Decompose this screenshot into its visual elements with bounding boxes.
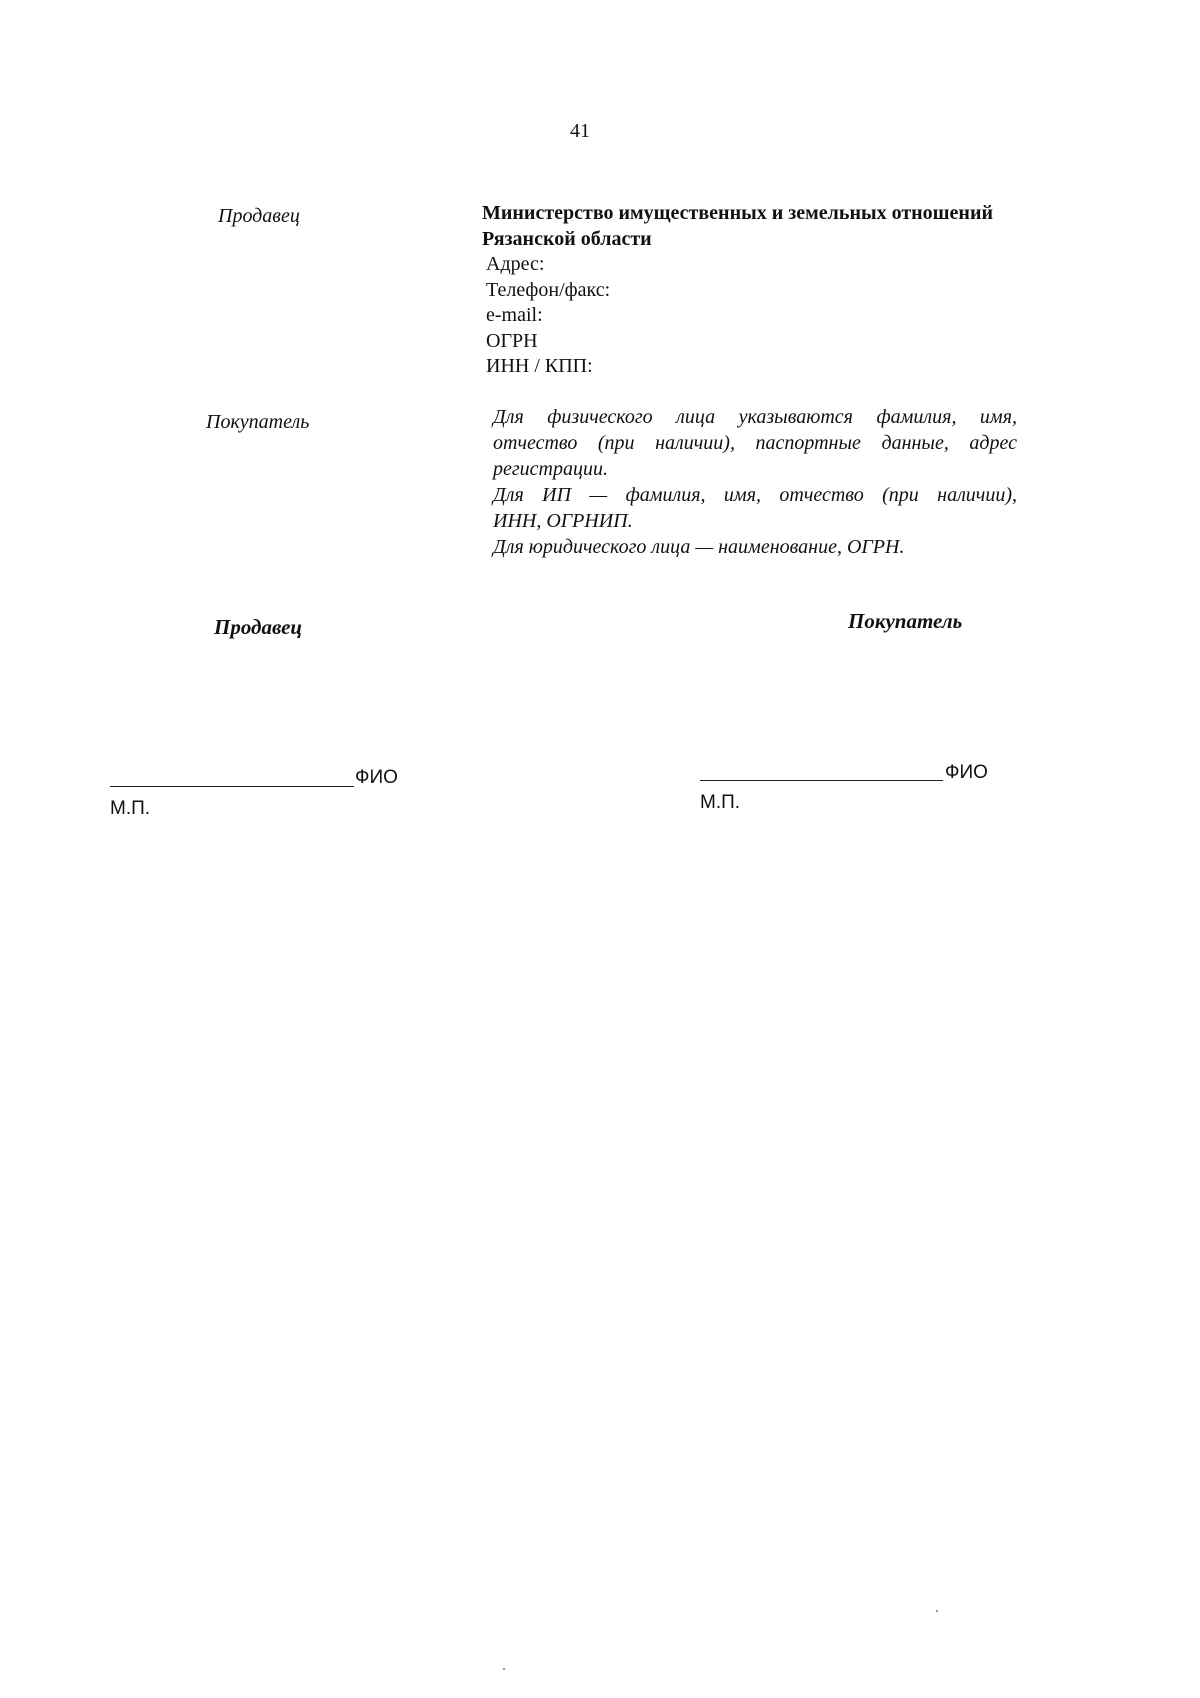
buyer-signature-heading: Покупатель bbox=[848, 609, 963, 633]
buyer-line: ИНН, ОГРНИП. bbox=[493, 510, 633, 532]
buyer-line: регистрации. bbox=[493, 458, 608, 480]
buyer-line: отчество (при наличии), паспортные данные, адрес bbox=[493, 432, 1017, 454]
seller-name-line-1: Министерство имущественных и земельных отношений bbox=[482, 202, 993, 224]
buyer-signature-line bbox=[700, 780, 943, 781]
seller-address-field: Адрес: bbox=[486, 253, 545, 275]
seller-inn-kpp-field: ИНН / КПП: bbox=[486, 355, 593, 377]
seller-phone-fax-field: Телефон/факс: bbox=[486, 278, 611, 301]
buyer-stamp-place: М.П. bbox=[700, 792, 741, 813]
buyer-fio: ФИО bbox=[945, 762, 988, 783]
seller-ogrn-field: ОГРН bbox=[486, 329, 538, 352]
scan-speck bbox=[503, 1668, 505, 1670]
buyer-line: Для юридического лица — наименование, ОГРН. bbox=[493, 536, 905, 558]
buyer-label: Покупатель bbox=[206, 411, 310, 433]
buyer-line: Для ИП — фамилия, имя, отчество (при наличии), bbox=[493, 484, 1017, 506]
seller-email-field: e-mail: bbox=[486, 304, 543, 326]
seller-signature-line bbox=[110, 786, 354, 787]
seller-stamp-place: М.П. bbox=[110, 798, 151, 819]
seller-fio: ФИО bbox=[355, 767, 398, 788]
seller-label: Продавец bbox=[218, 205, 300, 227]
seller-details bbox=[482, 200, 1082, 380]
seller-name-line-2: Рязанской области bbox=[482, 228, 652, 250]
seller-signature-heading: Продавец bbox=[214, 615, 303, 639]
buyer-details bbox=[493, 404, 1017, 560]
buyer-line: Для физического лица указываются фамилия, имя, bbox=[493, 406, 1017, 428]
scan-speck bbox=[936, 1610, 938, 1612]
page-number: 41 bbox=[570, 120, 590, 142]
